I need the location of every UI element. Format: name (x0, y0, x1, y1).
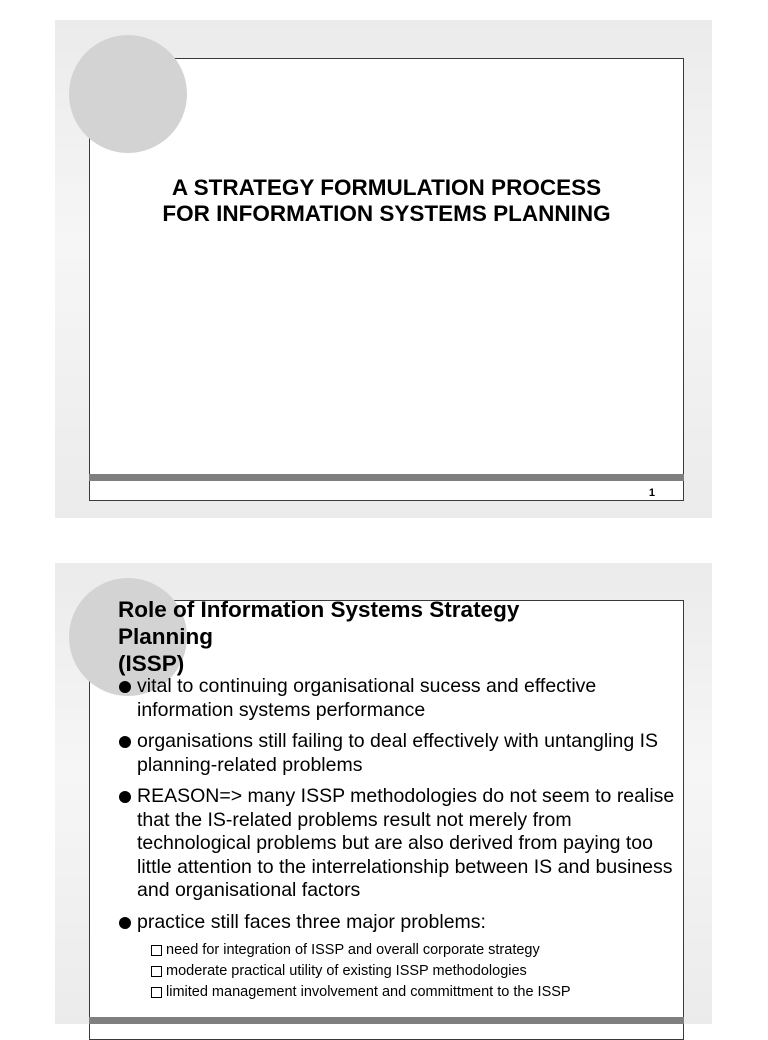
bullet-dot-icon (119, 736, 131, 748)
sub-bullet-text: need for integration of ISSP and overall corporate strategy (166, 942, 540, 958)
sub-bullet-text: limited management involvement and committment to the ISSP (166, 984, 571, 1000)
slide-1-title-line-1: A STRATEGY FORMULATION PROCESS (171, 175, 602, 200)
square-bullet-icon (151, 966, 162, 977)
square-bullet-icon (151, 945, 162, 956)
slide-1-page-number: 1 (648, 487, 655, 499)
slide-1-title (89, 175, 684, 227)
slide-2-bullet-list (118, 675, 678, 1011)
sub-bullet-item (150, 940, 678, 961)
bullet-text: practice still faces three major problems: (137, 910, 486, 933)
slide-1-title-line-2: FOR INFORMATION SYSTEMS PLANNING (162, 201, 611, 226)
sub-bullet-text: moderate practical utility of existing ISSP methodologies (166, 963, 527, 979)
slide-1-decorative-circle (69, 35, 187, 153)
bullet-dot-icon (119, 917, 131, 929)
bullet-dot-icon (119, 791, 131, 803)
sub-bullet-list (137, 940, 678, 1003)
slide-2-title-line-2: Planning (118, 624, 213, 649)
bullet-text: vital to continuing organisational sucess and effective information systems performance (137, 675, 597, 721)
slide-1-footer-bar (89, 474, 684, 481)
slide-2-title-line-3: (ISSP) (118, 651, 185, 676)
sub-bullet-item (150, 961, 678, 982)
slide-2-title-line-1: Role of Information Systems Strategy (118, 597, 520, 622)
square-bullet-icon (151, 987, 162, 998)
bullet-item (118, 675, 678, 722)
bullet-dot-icon (119, 681, 131, 693)
slide-2-footer-bar (89, 1017, 684, 1024)
bullet-text: organisations still failing to deal effectively with untangling IS planning-related problems (137, 730, 659, 776)
sub-bullet-item (150, 982, 678, 1003)
bullet-item (118, 730, 678, 777)
bullet-text: REASON=> many ISSP methodologies do not seem to realise that the IS-related problems result not merely from technological problems but are also derived from paying too little attention to the interrelationship between IS and business and organisational factors (137, 785, 675, 901)
bullet-item (118, 785, 678, 903)
bullet-item (118, 911, 678, 1004)
slide-2-title (118, 596, 678, 677)
